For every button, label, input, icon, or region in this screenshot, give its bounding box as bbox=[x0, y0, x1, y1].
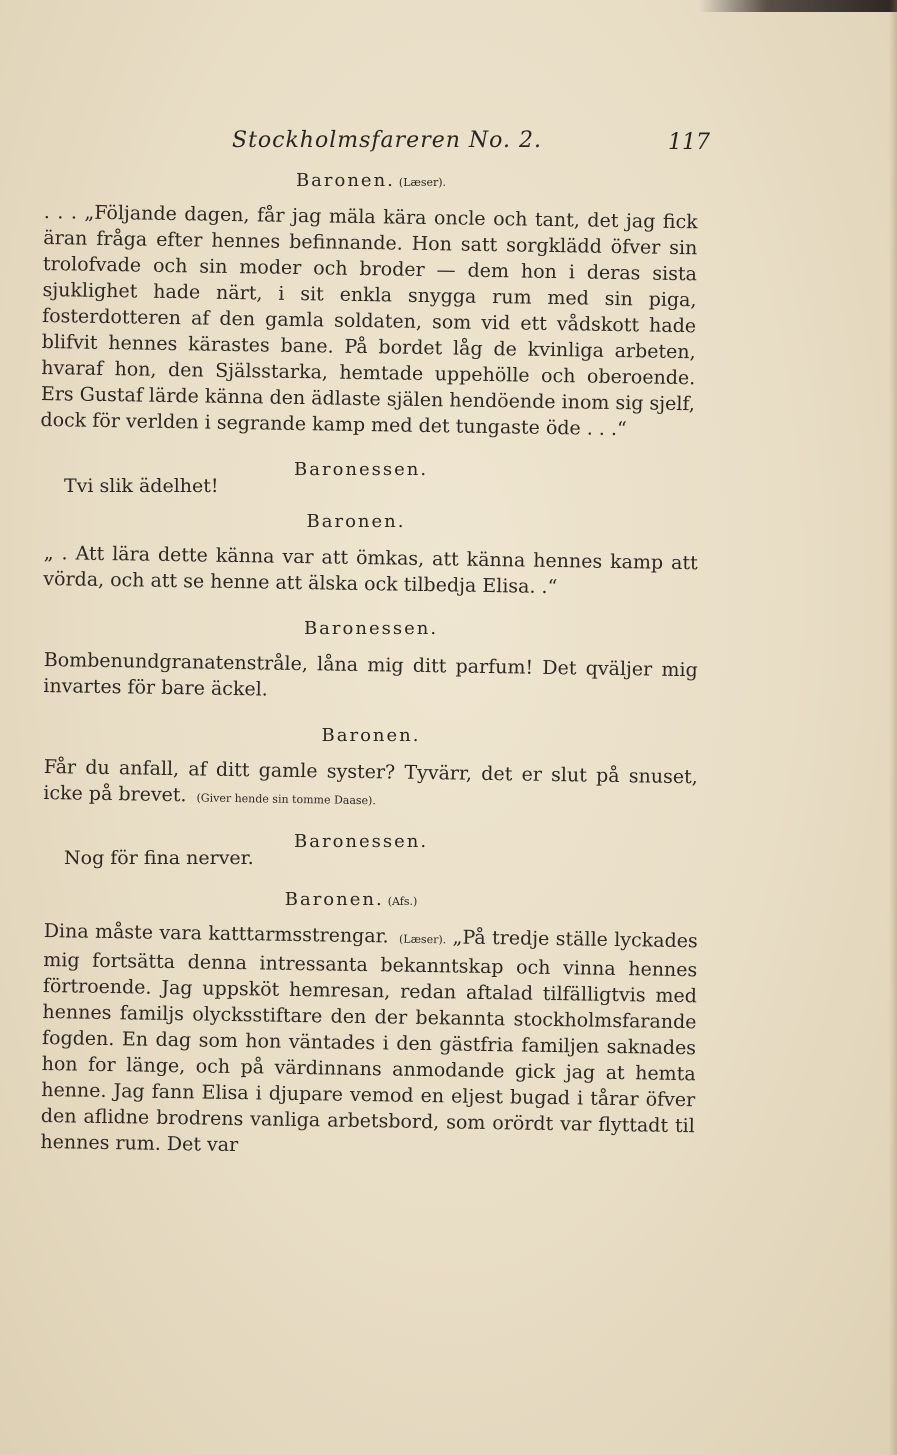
dialogue-block bbox=[44, 618, 698, 699]
dialogue-text: „ . Att lära dette känna var att ömkas, att känna hennes kamp att vörda, och att se henne att älska ock tilbedja Elisa. .“ bbox=[43, 541, 698, 599]
speaker-name: Baronen. bbox=[306, 511, 406, 532]
stage-direction: (Læser). bbox=[398, 932, 447, 947]
dialogue-text-rest: „På tredje ställe lyckades mig fortsätta denna intressanta bekanntskap och vinna hennes förtroende. Jag uppsköt hemresan, redan aftalad tilfälligtvis med hennes familjs olycksstiftare den der bekannta stockholmsfarande fogden. En dag som hon väntades i den gästfria familjen saknades hon for länge, och på värdinnans anmodande gick jag at hemta henne. Jag fann Elisa i djupare vemod en eljest bugad i tårar öfver den aflidne brodrens vanliga arbetsbord, som orördt var flyttadt til hennes rum. Det var bbox=[40, 926, 698, 1157]
dialogue-block bbox=[40, 170, 698, 441]
speaker-label: Baronen. bbox=[284, 889, 384, 910]
dialogue-block bbox=[43, 511, 698, 599]
dialogue-block bbox=[44, 831, 698, 875]
stage-direction: (Læser). bbox=[398, 176, 447, 189]
stage-direction: (Giver hende sin tomme Daase). bbox=[196, 791, 376, 808]
dialogue-text bbox=[43, 754, 698, 819]
scan-corner-mark bbox=[697, 0, 897, 12]
dialogue-block bbox=[44, 459, 698, 503]
page-body bbox=[40, 170, 698, 1177]
dialogue-text: Bombenundgranatenstråle, låna mig ditt parfum! Det qväljer mig invartes för bare äckel. bbox=[43, 648, 698, 701]
page-edge-shadow bbox=[889, 0, 897, 1455]
speaker-name bbox=[4, 889, 698, 910]
page-header bbox=[0, 118, 897, 158]
page-number: 117 bbox=[668, 130, 710, 155]
stage-direction: (Afs.) bbox=[387, 895, 418, 908]
dialogue-block bbox=[40, 889, 698, 1157]
dialogue-text-start: Dina måste vara katttarmsstrengar. bbox=[43, 919, 389, 948]
dialogue-text: Tvi slik ädelhet! bbox=[64, 475, 219, 497]
dialogue-block bbox=[44, 725, 698, 809]
speaker-label: Baronen. bbox=[295, 170, 395, 191]
running-title: Stockholmsfareren No. 2. bbox=[232, 128, 542, 153]
speaker-name: Baronen. bbox=[321, 725, 421, 746]
speaker-name: Baronessen. bbox=[294, 831, 429, 852]
speaker-name bbox=[44, 170, 698, 191]
dialogue-text-main: Får du anfall, af ditt gamle syster? Tyvärr, det er slut på snuset, icke på brevet. bbox=[43, 755, 698, 807]
dialogue-text: Nog för fina nerver. bbox=[64, 847, 254, 869]
dialogue-text bbox=[40, 918, 698, 1165]
speaker-name: Baronessen. bbox=[294, 459, 429, 480]
speaker-name: Baronessen. bbox=[303, 618, 439, 639]
dialogue-text: . . . „Följande dagen, får jag mäla kära oncle och tant, det jag fick äran fråga efter hennes befinnande. Hon satt sorgklädd öfver sin trolofvade och sin moder och broder — dem hon i deras sista sjuklighet hade närt, i sit enkla snygga rum med sin piga, fosterdotteren af den gamla soldaten, som vid ett vådskott hade blifvit hennes kärastes bane. På bordet låg de kvinliga arbeten, hvaraf hon, den Själsstarka, hemtade uppehölle och oberoende. Ers Gustaf lärde känna den ädlaste själen hendöende inom sig sjelf, dock för verlden i segrande kamp med det tungaste öde . . .“ bbox=[40, 200, 698, 441]
